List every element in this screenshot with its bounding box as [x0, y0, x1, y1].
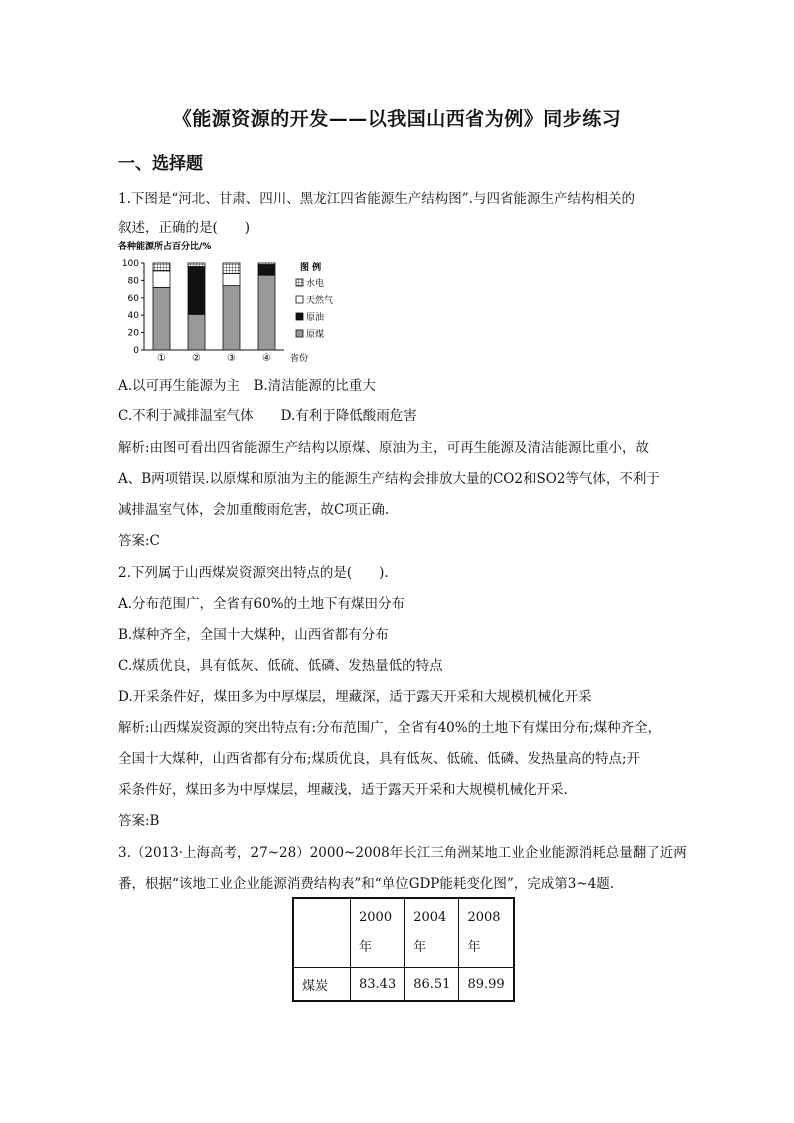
y-tick-label: 40 — [127, 311, 139, 322]
q1-options-line1: A.以可再生能源为主 B.清洁能源的比重大 — [118, 378, 376, 394]
table-row — [293, 968, 514, 1002]
q3-stem-line1: 3.（2013·上海高考，27~28）2000~2008年长江三角洲某地工业企业能源消耗总量翻了近两 — [118, 845, 687, 861]
bar-segment — [153, 287, 170, 350]
q2-option-a: A.分布范围广，全省有60%的土地下有煤田分布 — [118, 596, 406, 612]
bar-segment — [188, 263, 205, 266]
table-cell: 83.43 — [351, 968, 405, 1002]
x-tick-label: ① — [157, 353, 166, 364]
chart-svg — [118, 240, 358, 366]
q2-answer: 答案:B — [118, 813, 160, 829]
y-tick-label: 0 — [133, 346, 139, 356]
q2-analysis-line2: 全国十大煤种，山西省都有分布;煤质优良，具有低灰、低硫、低磷、发热量高的特点;开 — [118, 751, 641, 767]
legend-title: 图 例 — [300, 263, 322, 273]
legend-swatch — [296, 296, 303, 303]
bar-segment — [188, 266, 205, 314]
y-tick-label: 60 — [127, 293, 139, 304]
q2-analysis-line1: 解析:山西煤炭资源的突出特点有:分布范围广，全省有40%的土地下有煤田分布;煤种齐全， — [118, 720, 662, 736]
legend-label: 水电 — [306, 279, 325, 289]
q1-analysis-line2: A、B两项错误.以原煤和原油为主的能源生产结构会排放大量的CO2和SO2等气体，不利于 — [118, 471, 660, 487]
energy-consumption-table — [292, 897, 515, 1002]
q1-stem-line2: 叙述，正确的是( ) — [118, 220, 251, 236]
bar-segment — [258, 275, 275, 350]
chart-title: 各种能源所占百分比/% — [118, 242, 212, 252]
q3-stem-line2: 番，根据“该地工业企业能源消费结构表”和“单位GDP能耗变化图”，完成第3~4题. — [118, 876, 615, 892]
table-corner-cell — [293, 898, 351, 968]
x-tick-label: ② — [192, 353, 201, 364]
legend-label: 天然气 — [306, 296, 334, 306]
bar-segment — [223, 263, 240, 273]
section-heading: 一、选择题 — [118, 154, 203, 174]
table-header-2008: 2008 年 — [459, 898, 514, 968]
table-header-2000: 2000 年 — [351, 898, 405, 968]
energy-structure-chart — [118, 240, 358, 370]
bar-segment — [153, 263, 170, 271]
legend-swatch — [296, 279, 303, 286]
q2-analysis-line3: 采条件好，煤田多为中厚煤层，埋藏浅，适于露天开采和大规模机械化开采. — [118, 782, 568, 798]
q1-options-line2: C.不利于减排温室气体 D.有利于降低酸雨危害 — [118, 408, 417, 424]
legend-label: 原油 — [306, 313, 325, 323]
bar-segment — [153, 271, 170, 288]
table-cell: 86.51 — [405, 968, 459, 1002]
x-tick-label: ④ — [262, 353, 271, 364]
y-tick-label: 20 — [127, 328, 139, 339]
q1-answer: 答案:C — [118, 533, 160, 549]
page-title: 《能源资源的开发——以我国山西省为例》同步练习 — [172, 108, 622, 130]
table-row-label: 煤炭 — [293, 968, 351, 1002]
table-cell: 89.99 — [459, 968, 514, 1002]
q2-option-d: D.开采条件好，煤田多为中厚煤层，埋藏深，适于露天开采和大规模机械化开采 — [118, 689, 592, 705]
bar-segment — [188, 314, 205, 350]
y-tick-label: 100 — [121, 259, 139, 269]
table-header-2004: 2004 年 — [405, 898, 459, 968]
bar-segment — [258, 263, 275, 265]
q1-analysis-line3: 减排温室气体，会加重酸雨危害，故C项正确. — [118, 502, 390, 518]
q1-analysis-line1: 解析:由图可看出四省能源生产结构以原煤、原油为主，可再生能源及清洁能源比重小，故 — [118, 440, 650, 456]
y-tick-label: 80 — [127, 276, 139, 287]
x-tick-label: ③ — [227, 353, 236, 364]
bar-segment — [258, 265, 275, 275]
bar-segment — [223, 286, 240, 350]
q2-stem: 2.下列属于山西煤炭资源突出特点的是( ). — [118, 565, 389, 581]
q2-option-b: B.煤种齐全，全国十大煤种，山西省都有分布 — [118, 627, 389, 643]
legend-swatch — [296, 330, 303, 337]
bar-segment — [223, 273, 240, 285]
q2-option-c: C.煤质优良，具有低灰、低硫、低磷、发热量低的特点 — [118, 658, 443, 674]
table-header-row — [293, 898, 514, 968]
legend-swatch — [296, 313, 303, 320]
q1-stem-line1: 1.下图是“河北、甘肃、四川、黑龙江四省能源生产结构图”.与四省能源生产结构相关的 — [118, 191, 635, 207]
x-axis-label: 省份 — [290, 354, 309, 364]
legend-label: 原煤 — [306, 330, 325, 340]
